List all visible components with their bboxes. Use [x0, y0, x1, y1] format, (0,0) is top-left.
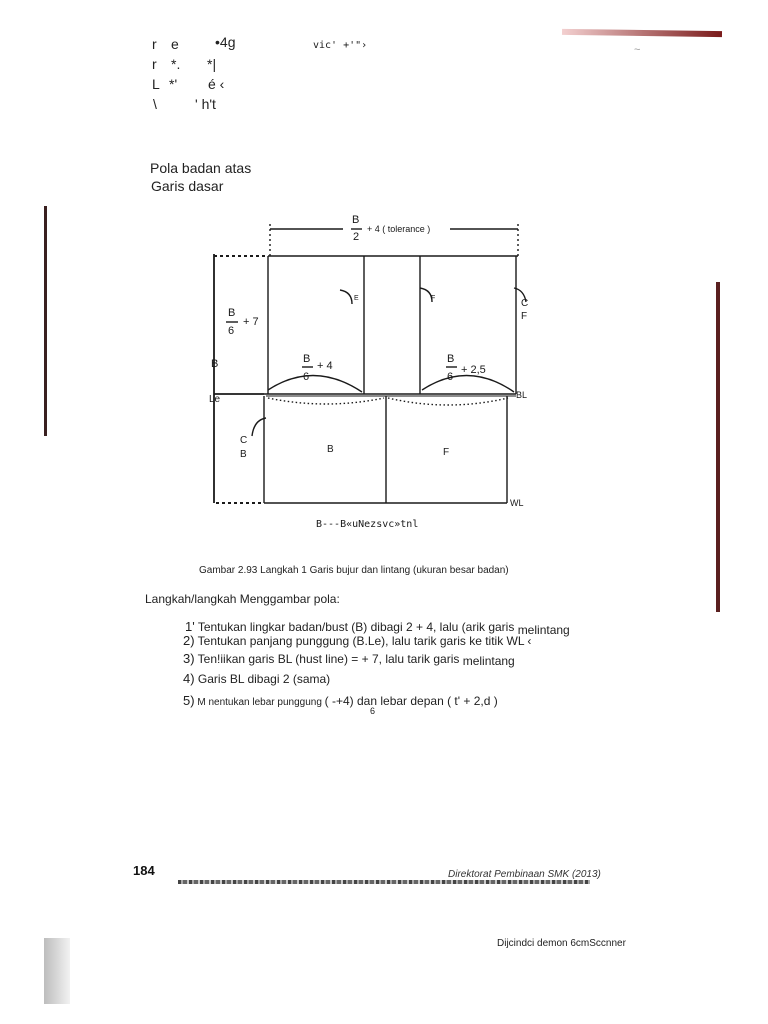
- mid-right-formula-rest: + 2,5: [461, 364, 486, 376]
- steps-intro: Langkah/langkah Menggambar pola:: [145, 592, 340, 606]
- scanner-credit: Dijcindci demon 6cmSccnner: [497, 938, 626, 949]
- step-5-text-small: M nentukan lebar punggung: [194, 697, 325, 708]
- step-5-subscript: 6: [370, 706, 376, 716]
- step-2-number: 2): [183, 633, 195, 648]
- label-wl: WL: [510, 498, 524, 508]
- header-line-4-c: ' h't: [195, 96, 216, 112]
- label-b-left: B: [211, 358, 219, 370]
- label-le: Le: [209, 394, 221, 405]
- upper-mark-e: E: [354, 295, 359, 302]
- header-line-3-a: L: [152, 76, 160, 92]
- label-cb-c: C: [240, 435, 248, 446]
- step-4: [183, 671, 330, 686]
- publisher-credit: Direktorat Pembinaan SMK (2013): [448, 869, 601, 880]
- step-3: [183, 651, 515, 666]
- upper-back-bracket: [340, 290, 352, 304]
- mid-left-formula-rest: + 4: [317, 360, 333, 372]
- label-f-bottom: F: [443, 447, 450, 458]
- label-cf-c: C: [521, 298, 529, 309]
- back-armhole-curve: [268, 375, 362, 392]
- header-line-3-b: *': [169, 76, 178, 92]
- left-formula-den: 6: [228, 325, 235, 337]
- step-1-number: 1': [185, 619, 195, 634]
- top-formula-den: 2: [353, 231, 360, 243]
- mid-left-formula-num: B: [303, 353, 311, 365]
- header-line-3-c: é ‹: [208, 76, 225, 92]
- mid-right-formula-num: B: [447, 353, 455, 365]
- back-dotted-curve: [268, 398, 384, 404]
- step-2-text: Tentukan panjang punggung (B.Le), lalu tarik garis ke titik WL ‹: [194, 634, 532, 648]
- step-3-number: 3): [183, 651, 195, 666]
- mid-left-formula-den: 6: [303, 371, 310, 383]
- label-cb-b: B: [240, 449, 247, 460]
- footer-rule: [178, 880, 590, 884]
- left-formula-num: B: [228, 307, 236, 319]
- header-line-2-a: r: [152, 56, 157, 72]
- step-5: [183, 693, 498, 708]
- page-number: 184: [133, 863, 155, 878]
- step-1: [185, 619, 570, 637]
- label-cf-f: F: [521, 311, 528, 322]
- step-2: [183, 633, 531, 648]
- step-5-text-big: ( -+4) dan lebar depan ( t' + 2,d ): [324, 694, 498, 708]
- label-bl: BL: [516, 390, 528, 400]
- left-formula-rest: + 7: [243, 316, 259, 328]
- header-line-1-a: r: [152, 36, 157, 52]
- upper-mark-f: F: [431, 295, 436, 302]
- front-dotted-curve: [388, 398, 508, 405]
- step-4-number: 4): [183, 671, 195, 686]
- corner-mark: ~: [634, 44, 641, 56]
- header-right-text: vic' +'"›: [313, 40, 368, 51]
- front-armhole-curve: [422, 375, 514, 392]
- step-1-text: Tentukan lingkar badan/bust (B) dibagi 2 + 4, lalu (arik garis: [194, 620, 518, 634]
- section-subtitle: Garis dasar: [151, 178, 224, 194]
- header-line-1-c: •4g: [215, 34, 236, 50]
- label-b-bottom: B: [327, 444, 334, 455]
- top-formula-rest: + 4 ( tolerance ): [367, 224, 431, 234]
- header-line-4-a: \: [153, 96, 157, 112]
- header-line-1-b: e: [171, 36, 179, 52]
- step-1-tail: melintang: [517, 623, 570, 637]
- top-formula-num: B: [352, 214, 360, 226]
- mid-right-formula-den: 6: [447, 371, 454, 383]
- diagram-bottom-text: B---B«uNezsvc»tnl: [316, 519, 419, 530]
- step-3-tail: melintang: [462, 654, 515, 668]
- figure-caption: Gambar 2.93 Langkah 1 Garis bujur dan lintang (ukuran besar badan): [199, 565, 509, 576]
- section-title: Pola badan atas: [150, 160, 252, 176]
- step-5-number: 5): [183, 693, 195, 708]
- header-line-2-b: *.: [171, 56, 181, 72]
- step-4-text: Garis BL dibagi 2 (sama): [194, 672, 331, 686]
- header-line-2-c: *|: [207, 56, 217, 72]
- step-3-text: Ten!iikan garis BL (hust line) = + 7, lalu tarik garis: [194, 652, 463, 666]
